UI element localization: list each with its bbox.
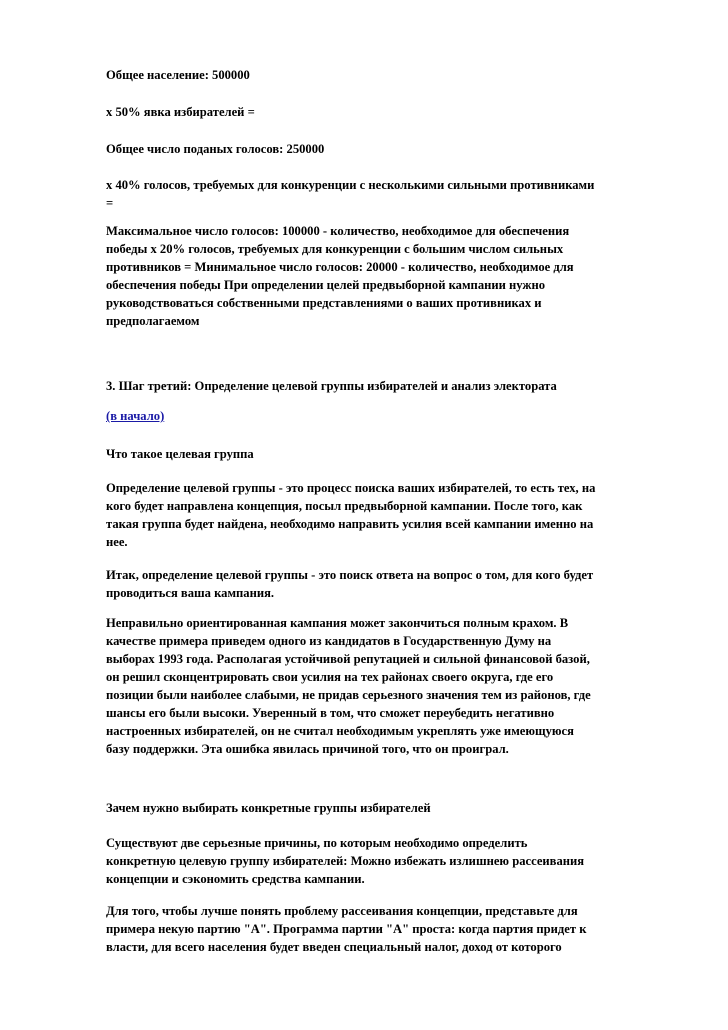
text-line: проводиться ваша кампания. bbox=[106, 586, 275, 600]
total-population-line: Общее население: 500000 bbox=[106, 68, 250, 82]
text-line: шансы его были высоки. Уверенный в том, что сможет переубедить негативно bbox=[106, 706, 555, 720]
text-line: руководствоваться собственными представлениями о ваших противниках и bbox=[106, 296, 542, 310]
text-line: Для того, чтобы лучше понять проблему рассеивания концепции, представьте для bbox=[106, 904, 578, 918]
text-line: кого будет направлена концепция, посыл предвыборной кампании. После того, как bbox=[106, 499, 583, 513]
text-line: он решил сконцентрировать свои усилия на тех районах своего округа, где его bbox=[106, 670, 554, 684]
text-line: выборах 1993 года. Располагая устойчивой репутацией и сильной финансовой базой, bbox=[106, 652, 590, 666]
text-line: качестве примера приведем одного из кандидатов в Государственную Думу на bbox=[106, 634, 552, 648]
text-line: х 40% голосов, требуемых для конкуренции с несколькими сильными противниками bbox=[106, 178, 595, 192]
text-line: примера некую партию "А". Программа партии "А" проста: когда партия придет к bbox=[106, 922, 587, 936]
text-line: нее. bbox=[106, 535, 128, 549]
text-line: власти, для всего населения будет введен специальный налог, доход от которого bbox=[106, 940, 562, 954]
text-line: победы х 20% голосов, требуемых для конкуренции с большим числом сильных bbox=[106, 242, 564, 256]
total-votes-line: Общее число поданых голосов: 250000 bbox=[106, 142, 325, 156]
text-line: Итак, определение целевой группы - это поиск ответа на вопрос о том, для кого будет bbox=[106, 568, 594, 582]
text-line: концепции и сэкономить средства кампании. bbox=[106, 872, 365, 886]
text-line: базу поддержки. Эта ошибка явилась причиной того, что он проиграл. bbox=[106, 742, 509, 756]
text-line: такая группа будет найдена, необходимо направить усилия всей кампании именно на bbox=[106, 517, 594, 531]
turnout-line: х 50% явка избирателей = bbox=[106, 105, 255, 119]
text-line: Определение целевой группы - это процесс поиска ваших избирателей, то есть тех, на bbox=[106, 481, 596, 495]
text-line: обеспечения победы При определении целей предвыборной кампании нужно bbox=[106, 278, 546, 292]
subheading-why-choose-groups: Зачем нужно выбирать конкретные группы избирателей bbox=[106, 801, 431, 815]
text-line: противников = Минимальное число голосов: 20000 - количество, необходимое для bbox=[106, 260, 574, 274]
text-line: Максимальное число голосов: 100000 - количество, необходимое для обеспечения bbox=[106, 224, 570, 238]
text-line: = bbox=[106, 196, 114, 210]
back-to-top-link[interactable]: (в начало) bbox=[106, 409, 165, 423]
text-line: Существуют две серьезные причины, по которым необходимо определить bbox=[106, 836, 528, 850]
text-line: конкретную целевую группу избирателей: Можно избежать излишнею рассеивания bbox=[106, 854, 585, 868]
text-line: настроенных избирателей, он не считал необходимым укреплять уже имеющуюся bbox=[106, 724, 574, 738]
text-line: позиции были наиболее слабыми, не придав серьезного значения тем из районов, где bbox=[106, 688, 591, 702]
section-heading-step3: 3. Шаг третий: Определение целевой группы избирателей и анализ электората bbox=[106, 379, 557, 393]
text-line: Неправильно ориентированная кампания может закончиться полным крахом. В bbox=[106, 616, 569, 630]
text-line: предполагаемом bbox=[106, 314, 200, 328]
subheading-what-is-target-group: Что такое целевая группа bbox=[106, 447, 254, 461]
